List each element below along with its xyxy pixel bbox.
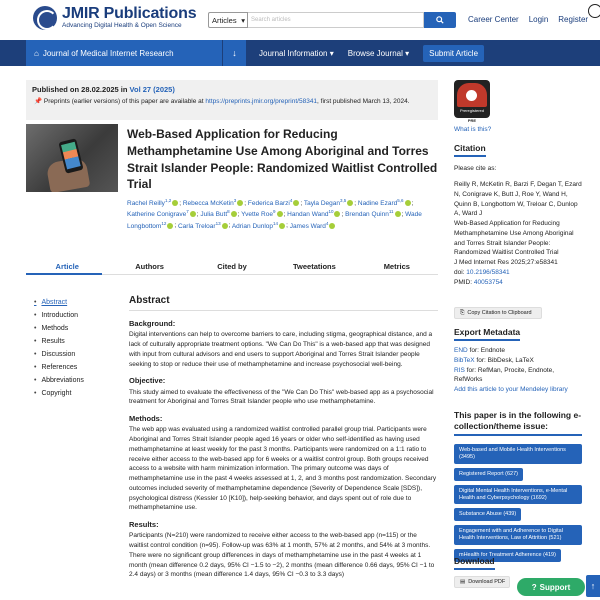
author-name-link[interactable]: Julia Butt [200,211,228,219]
preprint-text: Preprints (earlier versions) of this paper are available at [43,98,204,105]
author-item [345,211,401,218]
orcid-icon[interactable] [329,223,335,229]
author-name-link[interactable]: Handan Wand [287,211,329,219]
logo-title: JMIR Publications [62,5,197,23]
published-line [32,85,432,94]
objective-text: This study aimed to evaluate the effectiveness of the "We Can Do This" web-based app as a psychosocial treatment for Aboriginal and Torres Strait Islander people who use methamphetamine. [129,388,434,406]
nav-item-label: Browse Journal [347,48,403,58]
arrow-up-icon: ↑ [590,581,596,591]
toc-abstract[interactable]: • Abstract [34,296,84,309]
altmetric-pre: PRE [467,118,477,123]
toc-results[interactable]: • Results [34,335,84,348]
author-item [358,200,412,207]
active-tab-indicator [26,273,102,275]
author-name-link[interactable]: Nadine Ezard [357,200,398,208]
citation-journal-ref: J Med Internet Res 2025;27:e58341 [454,259,558,266]
author-affiliation: 4 [289,198,293,203]
orcid-icon[interactable] [190,211,196,217]
author-item [241,211,283,218]
objective-heading: Objective: [129,376,166,386]
orcid-icon[interactable] [405,200,411,206]
author-affiliation: 14 [273,220,279,226]
author-separator: ; [300,200,304,208]
collection-tag[interactable]: Engagement with and Adherence to Digital Health Interventions, Law of Attrition (521) [454,525,582,545]
author-name-link[interactable]: Rachel Reilly [127,200,165,208]
author-affiliation: 3,5 [339,198,347,203]
export-bibtex-link[interactable]: BibTeX [454,356,475,364]
author-affiliation: 5,6 [397,198,404,203]
background-text: Digital interventions can help to overcome barriers to care, including stigma, geographical distance, and a lack of culturally appropriate treatment options. "We Can Do This" is a web-based app that was designed with input from cultural advisors and end users to support Aboriginal and Torres Strait Islander people seeking to stop or reduce their use of methamphetamine and increase psychosocial well-being. [129,331,433,368]
export-end-text: for: Endnote [469,347,505,354]
author-name-link[interactable]: Rebecca McKetin [182,200,234,208]
preprint-link[interactable]: https://preprints.jmir.org/preprint/58341 [205,98,318,105]
tab-metrics[interactable]: Metrics [383,262,410,271]
collection-tag[interactable]: Digital Mental Health Interventions, e-Mental Health and Cyberpsychology (1692) [454,485,582,505]
orcid-icon[interactable] [237,200,243,206]
toc-abbreviations[interactable]: • Abbreviations [34,374,84,387]
register-link[interactable]: Register [558,15,589,24]
author-name-link[interactable]: Katherine Conigrave [127,211,187,219]
export-ris-link[interactable]: RIS [454,366,465,374]
author-affiliation: 8 [227,209,230,215]
doi-link[interactable]: 10.2196/58341 [466,268,510,276]
arrow-down-icon: ↓ [232,48,237,58]
orcid-icon[interactable] [222,223,228,229]
author-name-link[interactable]: Brendan Quinn [345,211,389,219]
collection-tag[interactable]: Web-based and Mobile Health Interventions (3495) [454,444,582,464]
orcid-icon[interactable] [277,211,283,217]
top-header [0,0,600,40]
toc-references[interactable]: • References [34,361,84,374]
author-name-link[interactable]: Adrian Dunlop [231,222,274,230]
toc-methods[interactable]: • Methods [34,322,84,335]
citation-authors: Reilly R, McKetin R, Barzi F, Degan T, Ezard N, Conigrave K, Butt J, Roe Y, Wand H, Quinn B, Longbottom W, Treloar C, Dunlop A, Ward J [454,181,582,218]
author-affiliation: 1,2 [164,198,172,203]
search-bar [208,12,456,28]
author-separator: ; [401,211,406,219]
orcid-icon[interactable] [167,223,173,229]
citation-doi [454,268,584,278]
support-label: Support [539,582,571,592]
collection-tags [454,444,582,566]
citation-heading: Citation [454,143,486,157]
pmid-link[interactable]: 40053754 [473,278,503,286]
collection-tag[interactable]: Registered Report (627) [454,468,523,481]
help-circle-icon: ? [531,582,537,592]
author-item [127,200,179,207]
author-affiliation: 4 [325,220,329,226]
author-separator: ; [341,211,346,219]
logo-mark-icon [33,6,57,30]
caret-down-icon: ▾ [329,48,334,58]
orcid-icon[interactable] [172,200,178,206]
preprint-suffix: , first published March 13, 2024. [317,98,410,105]
altmetric-label: Preregistered [459,108,484,113]
abstract-heading: Abstract [129,295,438,311]
what-is-this-link[interactable]: What is this? [454,126,492,133]
please-cite-as: Please cite as: [454,165,497,172]
methods-heading: Methods: [129,414,163,423]
doi-label: doi: [454,268,465,276]
export-end-link[interactable]: END [454,347,468,354]
toc-discussion[interactable]: • Discussion [34,348,84,361]
results-heading: Results: [129,520,159,529]
export-ris-text: for: RefMan, Procite, Endnote, RefWorks [454,366,555,384]
volume-link[interactable]: Vol 27 (2025) [129,85,175,94]
author-separator: ; [244,200,248,208]
author-item [287,211,341,218]
publication-info [26,80,438,120]
download-heading: Download [454,556,495,570]
accessibility-icon[interactable] [588,4,600,18]
author-name-link[interactable]: Carla Treloar [177,222,216,230]
results-text: Participants (N=210) were randomized to receive either access to the web-based app (n=115) or the waitlist control condition (n=95). Follow-up was 63% at 1 month, 57% at 2 months, and 54% at 3 months. There were no significant group differences in days of methamphetamine use in the past 4 weeks at 1 month (mean difference 0.2 days, 95% CI −1.5 to −2), 2 months (mean difference 0.66 days, 95% CI −1 to 2.4 days) or 3 months (mean difference 1.4 days, 95% CI −0.3 to 3.3 days) [129,532,435,579]
author-affiliation: 7 [186,209,189,215]
orcid-icon[interactable] [395,211,401,217]
citation-pmid [454,278,584,288]
career-center-link[interactable]: Career Center [468,15,519,24]
orcid-icon[interactable] [231,211,237,217]
author-affiliation: 3 [233,198,237,203]
tab-article[interactable]: Article [55,262,79,271]
citation-title: Web-Based Application for Reducing Methamphetamine Use Among Aboriginal and Torres Strait Islander People: Randomized Waitlist Controlled Trial [454,220,574,257]
submit-article-button[interactable]: Submit Article [423,45,484,62]
tab-tweetations[interactable]: Tweetations [293,262,336,271]
collection-heading: This paper is in the following e-collection/theme issue: [454,410,582,436]
author-item [248,200,300,207]
back-to-top-button[interactable] [586,575,600,597]
export-list [454,346,584,395]
toc-introduction[interactable]: • Introduction [34,309,84,322]
search-scope-value: Articles [212,16,237,25]
altmetric-badge[interactable] [454,80,492,124]
export-metadata-heading: Export Metadata [454,327,520,341]
article-title: Web-Based Application for Reducing Methamphetamine Use Among Aboriginal and Torres Strait Islander People: Randomized Waitlist Controlled Trial [127,127,438,192]
nav-journal-home[interactable] [26,40,222,66]
altmetric-donut-icon [454,80,490,118]
nav-journal-label: Journal of Medical Internet Research [42,48,174,58]
orcid-icon[interactable] [347,200,353,206]
journal-dropdown-button[interactable] [222,40,246,66]
jmir-logo[interactable] [33,6,196,30]
author-separator: ; [237,211,242,219]
collection-tag[interactable]: Substance Abuse (439) [454,508,521,521]
pin-icon: 📌 [34,98,43,105]
article-thumbnail [26,124,118,192]
author-separator: ; [286,222,290,230]
author-item [304,200,354,207]
author-item [127,211,197,218]
tab-cited-by[interactable]: Cited by [217,262,247,271]
author-name-link[interactable]: Yvette Roe [241,211,273,219]
orcid-icon[interactable] [334,211,340,217]
clipboard-icon: ⎘ [460,309,465,316]
citation-block [454,180,584,287]
pdf-icon: ▤ [460,579,466,585]
author-separator: ; [411,200,414,208]
background-heading: Background: [129,319,176,328]
orcid-icon[interactable] [279,223,285,229]
toc-copyright[interactable]: • Copyright [34,387,84,400]
author-separator: ; [283,211,288,219]
author-item [200,211,237,218]
chevron-down-icon: ▾ [241,16,245,25]
author-name-link[interactable]: James Ward [289,222,326,230]
copy-citation-label: Copy Citation to Clipboard [467,310,532,316]
search-button[interactable] [424,12,456,28]
login-link[interactable]: Login [528,15,549,24]
author-name-link[interactable]: Wade Longbottom [127,211,422,230]
logo-subtitle: Advancing Digital Health & Open Science [62,22,182,30]
author-affiliation: 9 [272,209,276,215]
author-separator: ; [174,222,178,230]
author-item [177,220,229,230]
export-bibtex-text: for: BibDesk, LaTeX [476,356,534,364]
author-separator: ; [196,211,201,219]
author-item [183,200,244,207]
search-icon [436,16,444,24]
nav-menu [259,40,484,66]
author-affiliation: 11 [388,209,394,215]
top-links [468,15,588,24]
author-affiliation: 10 [328,209,334,215]
author-separator: ; [179,200,183,208]
search-input[interactable]: Search articles [248,12,424,28]
author-separator: ; [228,222,232,230]
author-affiliation: 12 [161,220,167,226]
published-date: Published on 28.02.2025 in [32,85,128,94]
collection-tag[interactable]: mHealth for Treatment Adherence (419) [454,549,561,562]
orcid-icon[interactable] [293,200,299,206]
nav-journal-information[interactable] [259,49,334,58]
copy-citation-button[interactable] [454,307,542,319]
download-pdf-label: Download PDF [468,579,506,585]
support-button[interactable] [517,578,585,596]
author-affiliation: 13 [215,220,221,226]
nav-item-label: Journal Information [259,48,328,58]
author-list [127,198,439,232]
caret-down-icon: ▾ [405,48,410,58]
home-icon: ⌂ [34,48,39,58]
tab-authors[interactable]: Authors [135,262,164,271]
search-scope-select[interactable] [208,12,248,28]
download-pdf-button[interactable] [454,576,510,588]
preprint-note [32,98,432,106]
author-item [231,220,286,230]
methods-text: The web app was evaluated using a randomized waitlist controlled parallel group trial. Participants were Aboriginal and Torres Strait Islander people aged 16 years or older who self-identified as having used methamphetamine at least weekly for the past 3 months. Participants were randomized on a 1:1 ratio to receive either access to the web-based app for 6 weeks or a waitlist control group. Both groups received access to a website with harm minimization information. The primary outcome was days of methamphetamine use in the past 4 weeks assessed at 1, 2, and 3 months post randomization. Secondary outcomes included severity of methamphetamine dependence (Severity of Dependence Scale [SDS]), psychological distress (Kessler 10 [K10]), help-seeking behavior, and days spent out of role due to methamphetamine use. [129,426,437,512]
author-item [289,220,337,230]
author-name-link[interactable]: Federica Barzi [247,200,290,208]
author-name-link[interactable]: Tayla Degan [303,200,340,208]
abstract-body [129,318,438,580]
author-separator: ; [354,200,358,208]
mendeley-link[interactable]: Add this article to your Mendeley library [454,386,568,393]
section-toc [34,296,84,400]
pmid-label: PMID: [454,278,473,286]
nav-browse-journal[interactable] [348,49,409,58]
